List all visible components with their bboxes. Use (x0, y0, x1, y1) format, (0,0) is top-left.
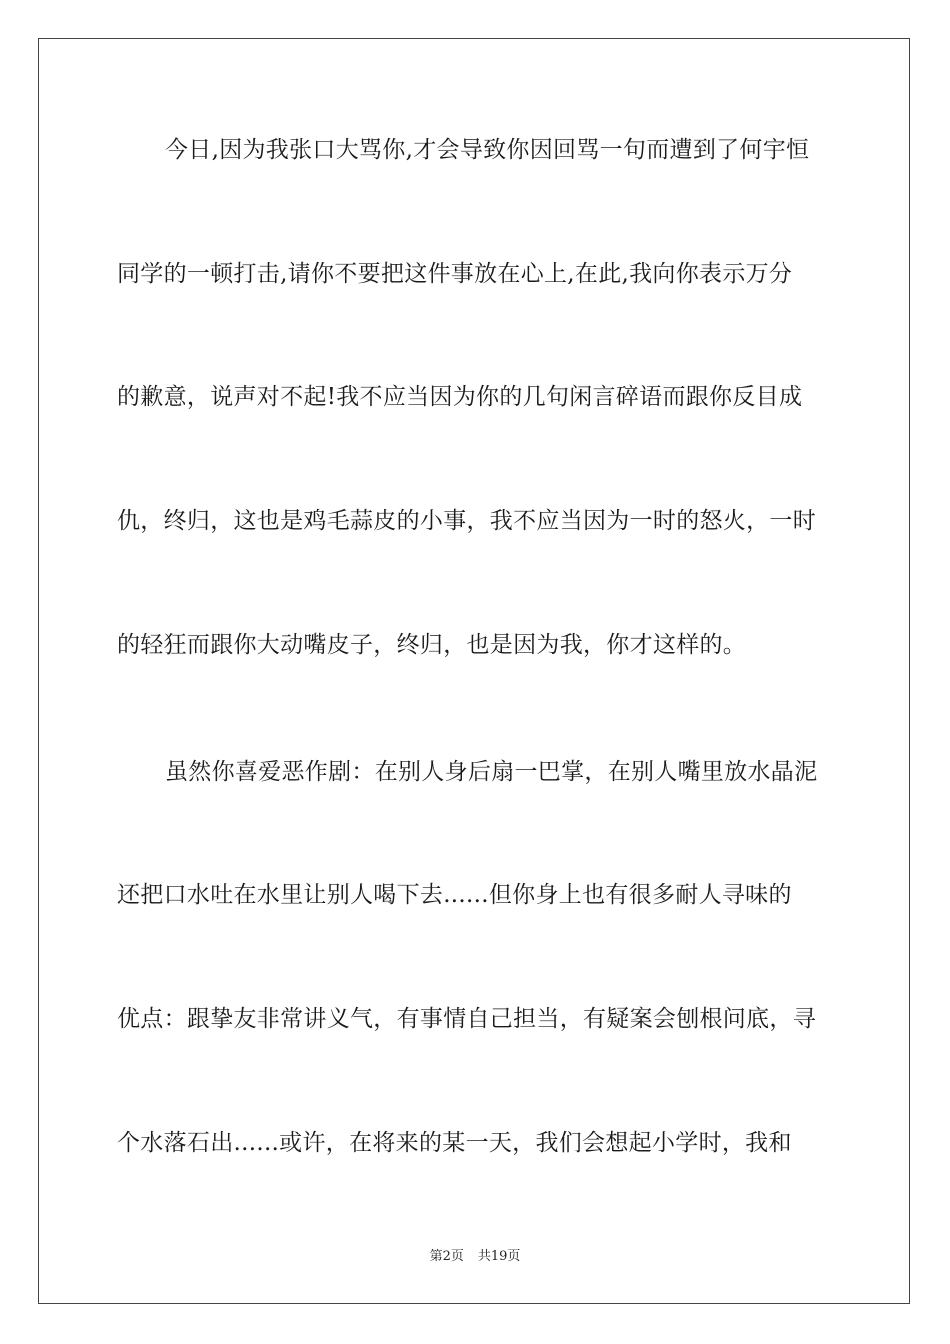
paragraph-1-line-3: 的歉意，说声对不起!我不应当因为你的几句闲言碎语而跟你反目成 (117, 384, 803, 410)
page-footer (0, 1248, 950, 1266)
paragraph-2-line-1: 虽然你喜爱恶作剧：在别人身后扇一巴掌，在别人嘴里放水晶泥 (165, 759, 818, 785)
paragraph-1-line-2: 同学的一顿打击,请你不要把这件事放在心上,在此,我向你表示万分 (117, 261, 793, 287)
paragraph-1-line-1: 今日,因为我张口大骂你,才会导致你因回骂一句而遭到了何宇恒 (165, 137, 810, 163)
paragraph-1-line-4: 仇，终归，这也是鸡毛蒜皮的小事，我不应当因为一时的怒火，一时 (117, 508, 816, 534)
paragraph-2-line-4: 个水落石出......或许，在将来的某一天，我们会想起小学时，我和 (117, 1130, 792, 1156)
paragraph-2-line-2: 还把口水吐在水里让别人喝下去......但你身上也有很多耐人寻味的 (117, 882, 792, 908)
page-number: 第2页 (429, 1249, 464, 1264)
paragraph-1-line-5: 的轻狂而跟你大动嘴皮子，终归，也是因为我，你才这样的。 (117, 632, 747, 658)
paragraph-2-line-3: 优点：跟挚友非常讲义气，有事情自己担当，有疑案会刨根问底，寻 (117, 1006, 816, 1032)
page-total: 共19页 (477, 1249, 521, 1264)
page-border (38, 38, 910, 1304)
